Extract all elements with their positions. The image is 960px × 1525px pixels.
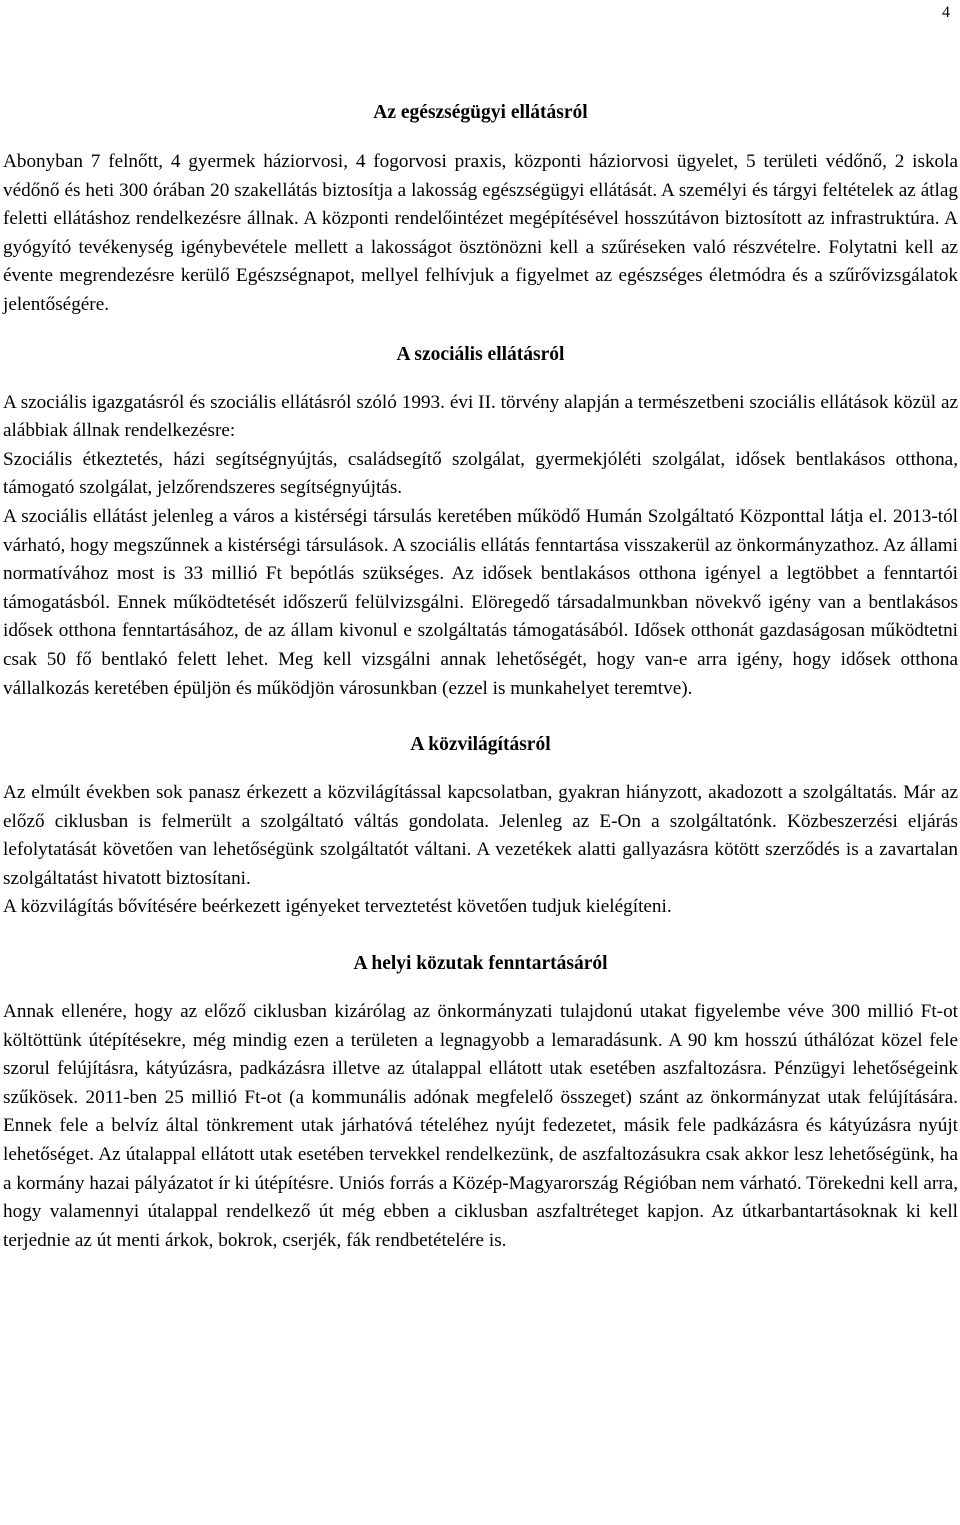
section-heading-social-care: A szociális ellátásról xyxy=(396,343,565,365)
paragraph: Szociális étkeztetés, házi segítségnyújtás, családsegítő szolgálat, gyermekjóléti szolgálat, idősek bentlakásos otthona, támogató szolgálat, jelzőrendszeres segítségnyújtás. xyxy=(3,448,958,499)
paragraph: A közvilágítás bővítésére beérkezett igényeket terveztetést követően tudjuk kielégíteni. xyxy=(3,896,672,918)
paragraph: Abonyban 7 felnőtt, 4 gyermek háziorvosi, 4 fogorvosi praxis, központi háziorvosi ügyelet, 5 területi védőnő, 2 iskola védőnő és heti 300 órában 20 szakellátás biztosítja a lakosság egészségügyi ellátását. A személyi és tárgyi feltételek az átlag feletti ellátáshoz rendelkezésre állnak. A központi rendelőintézet megépítésével hosszútávon biztosított az infrastruktúra. A gyógyító tevékenység igénybevétele mellett a lakosságot ösztönözni kell a szűréseken való részvételre. Folytatni kell az évente megrendezésre kerülő Egészségnapot, mellyel felhívjuk a figyelmet az egészséges életmódra és a szűrővizsgálatok jelentőségére. xyxy=(3,151,958,315)
section-health-care xyxy=(3,99,958,320)
document-body xyxy=(3,99,958,1255)
section-heading-public-lighting: A közvilágításról xyxy=(410,734,551,756)
section-social-care xyxy=(3,341,958,704)
paragraph: Annak ellenére, hogy az előző ciklusban kizárólag az önkormányzati tulajdonú utakat figyelembe véve 300 millió Ft-ot költöttünk útépítésekre, még mindig ezen a területen a legnagyobb a lemaradásunk. A 90 km hosszú úthálózat közel fele szorul felújításra, kátyúzásra, padkázásra illetve az útalappal ellátott utak esetében aszfaltozásra. Pénzügyi lehetőségeink szűkösek. 2011-ben 25 millió Ft-ot (a kommunális adónak megfelelő összeget) szánt az önkormányzat utak felújítására. Ennek fele a belvíz által tönkrement utak járhatóvá tételéhez nyújt fedezetet, másik fele padkázásra és kátyúzásra nyújt lehetőséget. Az útalappal ellátott utak esetében tervekkel rendelkezünk, de aszfaltozásukra csak akkor lesz lehetőségünk, ha a kormány hazai pályázatot ír ki útépítésre. Uniós forrás a Közép-Magyarország Régióban nem várható. Törekedni kell arra, hogy valamennyi útalappal rendelkező út még ebben a ciklusban aszfaltréteget kapjon. Az útkarbantartásoknak ki kell terjednie az út menti árkok, bokrok, cserjék, fák rendbetételére is. xyxy=(3,1001,958,1251)
section-heading-health-care: Az egészségügyi ellátásról xyxy=(373,102,588,123)
paragraph: A szociális ellátást jelenleg a város a kistérségi társulás keretében működő Humán Szolgáltató Központtal látja el. 2013-tól várható, hogy megszűnnek a kistérségi társulások. A szociális ellátás fenntartása visszakerül az önkormányzathoz. Az állami normatívához most is 33 millió Ft bepótlás szükséges. Az idősek bentlakásos otthona igényel a legtöbbet a fenntartói támogatásból. Ennek működtetését időszerű felülvizsgálni. Elöregedő társadalmunkban növekvő igény van a bentlakásos idősek otthona fenntartásához, de az állam kivonul e szolgáltatás támogatásából. Idősek otthonát gazdaságosan működtetni csak 50 fő bentlakó felett lehet. Meg kell vizsgálni annak lehetőségét, hogy van-e arra igény, hogy idősek otthona vállalkozás keretében épüljön és működjön városunkban (ezzel is munkahelyet teremtve). xyxy=(3,505,958,699)
paragraph: Az elmúlt években sok panasz érkezett a közvilágítással kapcsolatban, gyakran hiányzott, akadozott a szolgáltatás. Már az előző ciklusban is felmerült a szolgáltató váltás gondolata. Jelenleg az E-On a szolgáltatónk. Közbeszerzési eljárás lefolytatását követően van lehetőségünk szolgáltatót váltani. A vezetékek alatti gallyazásra kötött szerződés is a zavartalan szolgáltatást hivatott biztosítani. xyxy=(3,782,958,889)
section-local-roads xyxy=(3,950,958,1255)
section-public-lighting xyxy=(3,731,958,922)
paragraph: A szociális igazgatásról és szociális ellátásról szóló 1993. évi II. törvény alapján a természetbeni szociális ellátások közül az alábbiak állnak rendelkezésre: xyxy=(3,391,958,442)
section-heading-local-roads: A helyi közutak fenntartásáról xyxy=(353,953,608,975)
page-number: 4 xyxy=(942,4,950,21)
